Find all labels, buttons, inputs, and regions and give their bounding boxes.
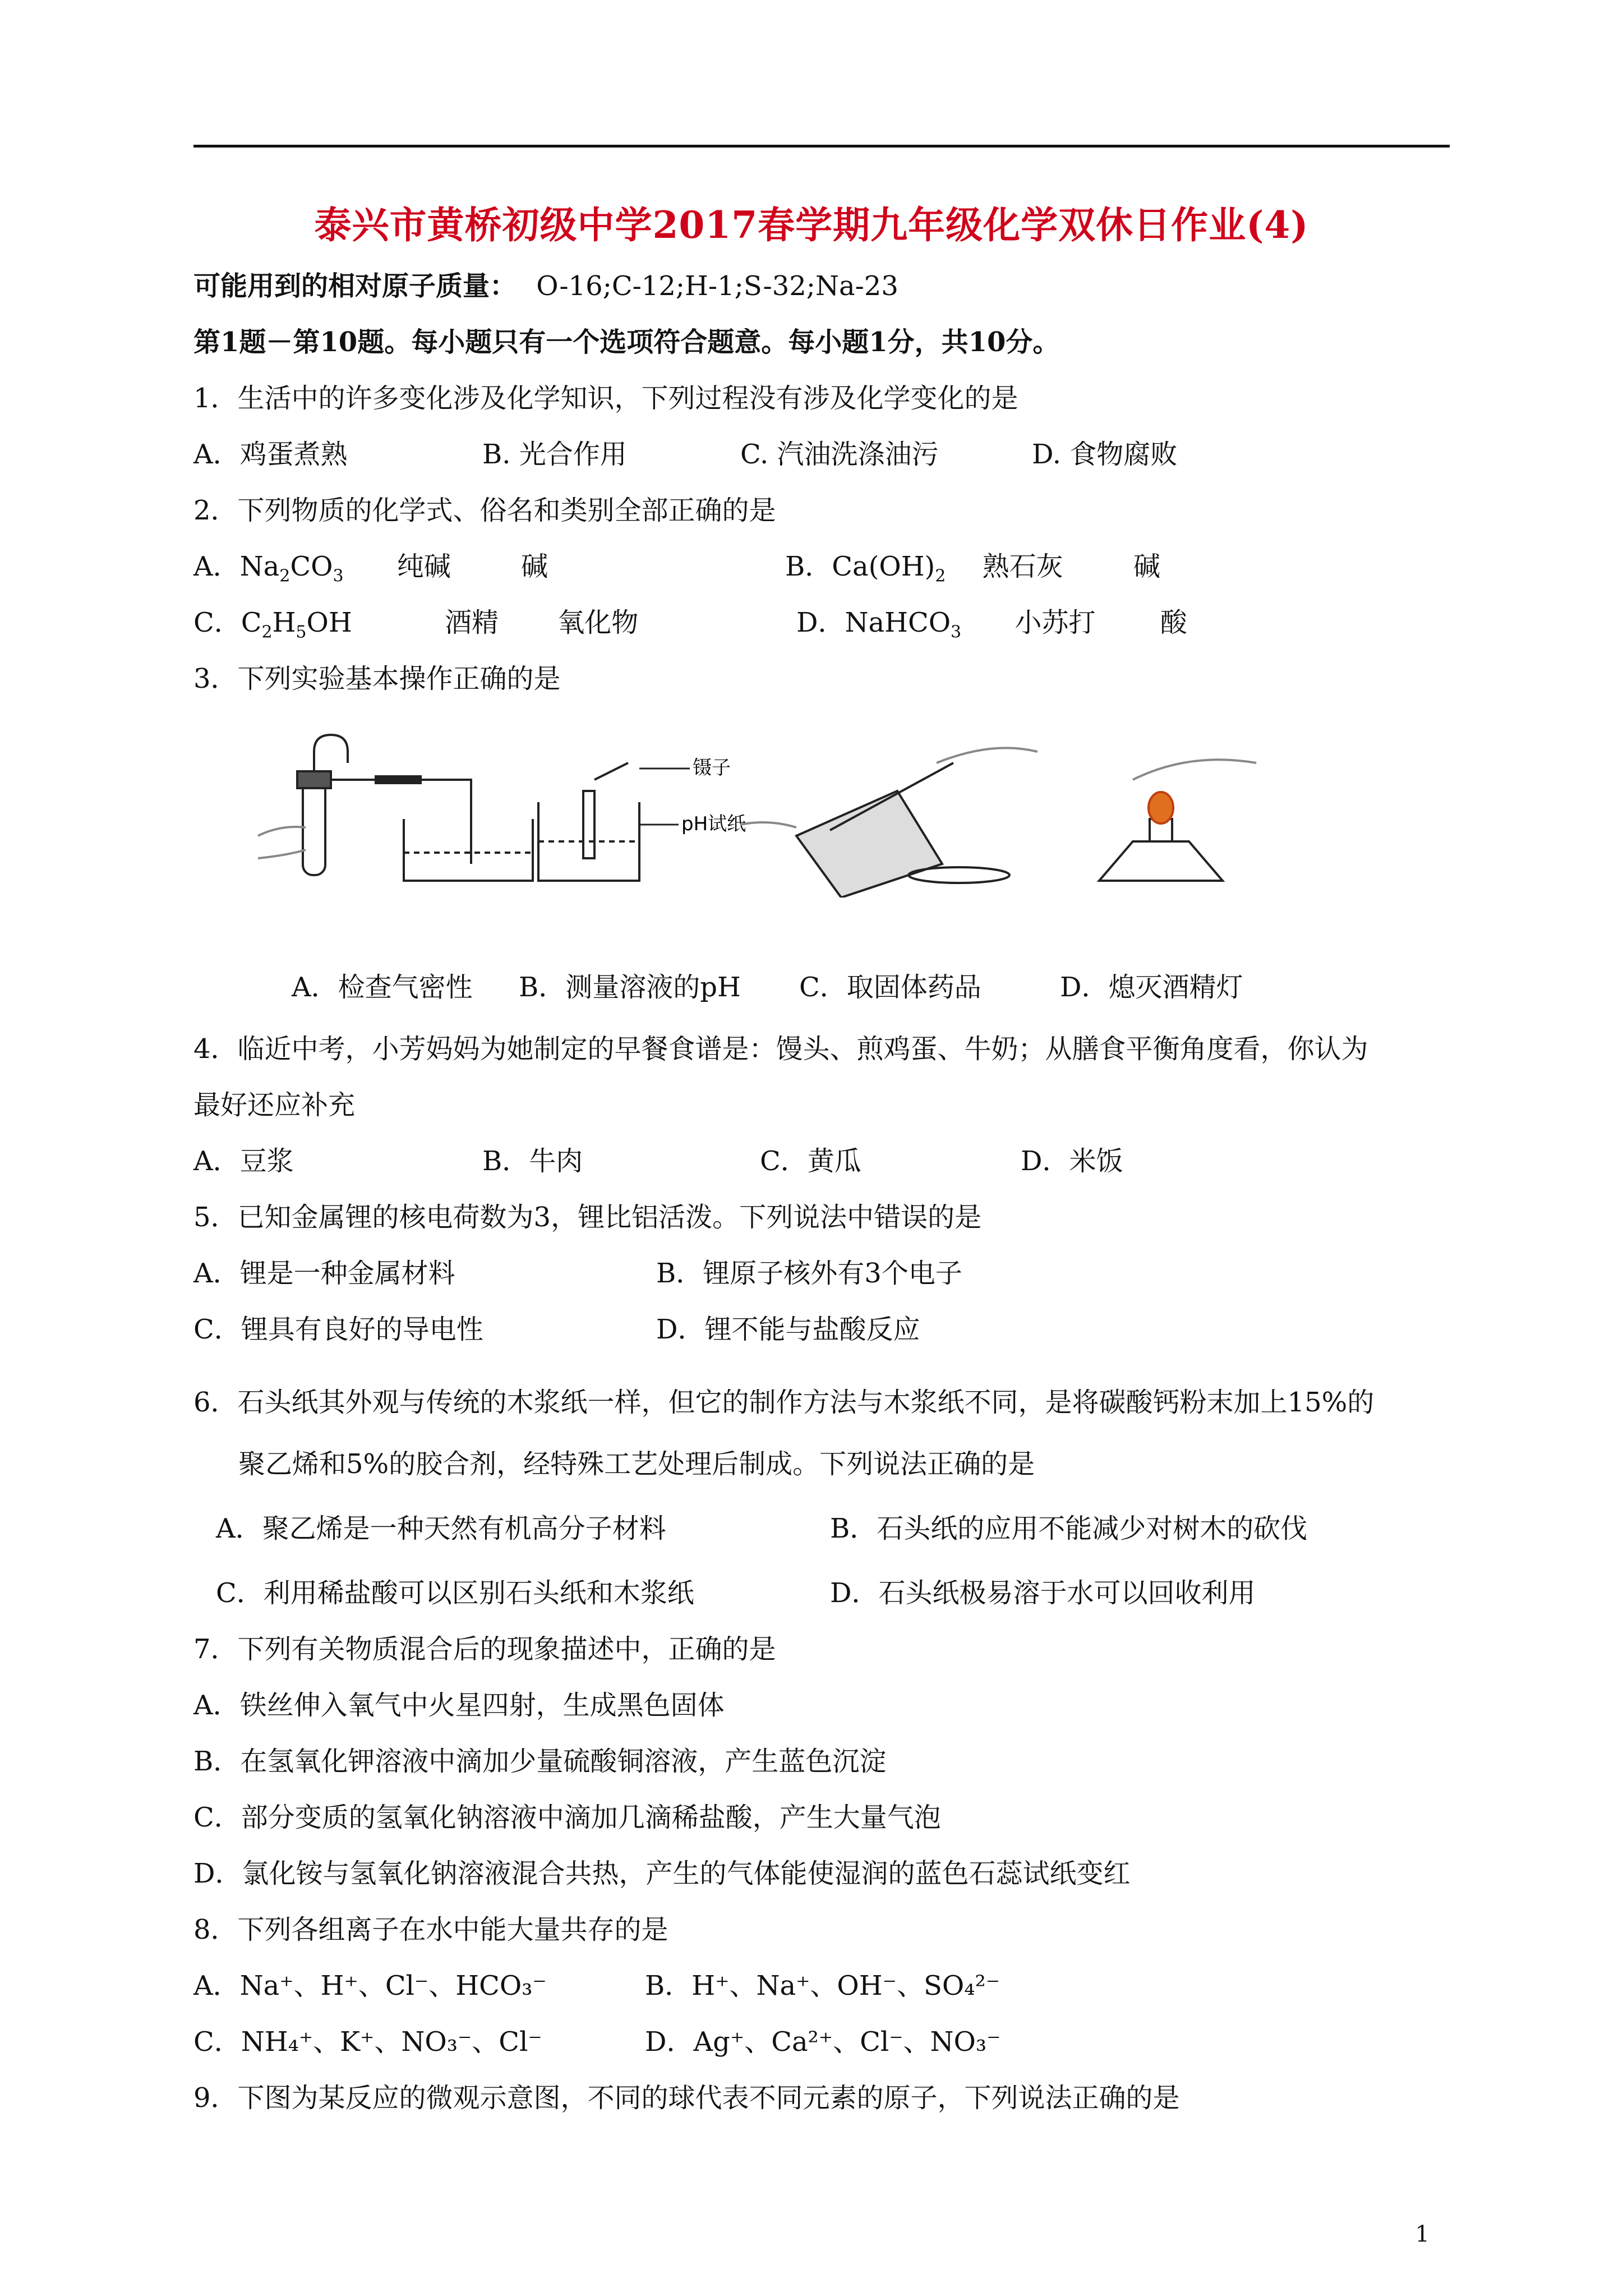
page-number: 1 [1415, 2221, 1430, 2247]
q6-option-b: B．石头纸的应用不能减少对树木的砍伐 [830, 1513, 1308, 1544]
q5-option-c: C．锂具有良好的导电性 [193, 1314, 483, 1345]
q8-option-a: A．Na⁺、H⁺、Cl⁻、HCO₃⁻ [193, 1970, 547, 2001]
q5-option-a: A．锂是一种金属材料 [193, 1258, 455, 1289]
question-8-stem: 8．下列各组离子在水中能大量共存的是 [193, 1914, 668, 1945]
q8-option-d: D．Ag⁺、Ca²⁺、Cl⁻、NO₃⁻ [645, 2026, 1001, 2058]
airtightness-check-illustration [258, 735, 533, 881]
q3-option-c: C．取固体药品 [799, 972, 981, 1003]
solid-reagent-illustration [740, 748, 1038, 898]
q2-option-a: A．$Na_2CO_3$ 纯碱 碱 [193, 551, 548, 586]
q8-option-c: C．NH₄⁺、K⁺、NO₃⁻、Cl⁻ [193, 2026, 542, 2058]
atomic-mass-label: 可能用到的相对原子质量： [193, 270, 517, 302]
atomic-mass-values: O-16;C-12;H-1;S-32;Na-23 [536, 270, 898, 302]
question-7-stem: 7．下列有关物质混合后的现象描述中，正确的是 [193, 1634, 776, 1665]
q5-option-d: D．锂不能与盐酸反应 [656, 1314, 920, 1345]
q7-option-b: B．在氢氧化钾溶液中滴加少量硫酸铜溶液，产生蓝色沉淀 [193, 1746, 887, 1777]
header-rule [193, 145, 1450, 148]
ph-measure-illustration [538, 763, 690, 881]
q1-option-a: A．鸡蛋煮熟 [193, 439, 348, 470]
question-5-stem: 5．已知金属锂的核电荷数为3，锂比铝活泼。下列说法中错误的是 [193, 1202, 982, 1233]
section-instruction: 第1题－第10题。每小题只有一个选项符合题意。每小题1分，共10分。 [193, 326, 1060, 358]
alcohol-lamp-illustration [1099, 760, 1256, 881]
question-6-stem-line1: 6．石头纸其外观与传统的木浆纸一样，但它的制作方法与木浆纸不同，是将碳酸钙粉末加上15%的 [193, 1387, 1375, 1418]
q7-option-a: A．铁丝伸入氧气中火星四射，生成黑色固体 [193, 1690, 725, 1721]
q1-option-d: D. 食物腐败 [1032, 439, 1178, 470]
q8-option-b: B．H⁺、Na⁺、OH⁻、SO₄²⁻ [645, 1970, 1000, 2001]
q7-option-d: D．氯化铵与氢氧化钠溶液混合共热，产生的气体能使湿润的蓝色石蕊试纸变红 [193, 1858, 1131, 1889]
question-2-stem: 2．下列物质的化学式、俗名和类别全部正确的是 [193, 495, 776, 526]
question-3-stem: 3．下列实验基本操作正确的是 [193, 663, 561, 694]
page-title: 泰兴市黄桥初级中学2017春学期九年级化学双休日作业(4) [314, 203, 1309, 247]
q7-option-c: C．部分变质的氢氧化钠溶液中滴加几滴稀盐酸，产生大量气泡 [193, 1802, 941, 1833]
q2-option-d: D．NaHCO$_3$ 小苏打 酸 [796, 607, 1187, 642]
q3-apparatus-figure [236, 729, 1273, 898]
q6-option-c: C．利用稀盐酸可以区别石头纸和木浆纸 [216, 1577, 694, 1609]
q6-option-a: A．聚乙烯是一种天然有机高分子材料 [216, 1513, 666, 1544]
ph-paper-label: pH试纸 [681, 813, 746, 835]
q2-option-c: C．$C_2H_5OH$ 酒精 氧化物 [193, 607, 639, 642]
q6-option-d: D．石头纸极易溶于水可以回收利用 [830, 1577, 1256, 1609]
q4-option-b: B．牛肉 [482, 1145, 583, 1177]
q1-option-b: B. 光合作用 [482, 439, 627, 470]
atomic-mass-line [193, 269, 898, 303]
q1-option-c: C. 汽油洗涤油污 [740, 439, 939, 470]
q3-option-b: B．测量溶液的pH [519, 972, 741, 1003]
q4-option-a: A．豆浆 [193, 1145, 294, 1177]
q4-option-c: C．黄瓜 [760, 1145, 861, 1177]
q3-option-d: D．熄灭酒精灯 [1060, 972, 1243, 1003]
question-4-stem-line1: 4．临近中考，小芳妈妈为她制定的早餐食谱是：馒头、煎鸡蛋、牛奶；从膳食平衡角度看，你认为 [193, 1033, 1368, 1065]
question-6-stem-line2: 聚乙烯和5%的胶合剂，经特殊工艺处理后制成。下列说法正确的是 [238, 1448, 1035, 1480]
question-9-stem: 9．下图为某反应的微观示意图，不同的球代表不同元素的原子，下列说法正确的是 [193, 2082, 1180, 2114]
question-1-stem: 1．生活中的许多变化涉及化学知识，下列过程没有涉及化学变化的是 [193, 383, 1018, 414]
q3-option-a: A．检查气密性 [292, 972, 473, 1003]
question-4-stem-line2: 最好还应补充 [193, 1089, 356, 1121]
q5-option-b: B．锂原子核外有3个电子 [656, 1258, 962, 1289]
tweezers-label: 镊子 [693, 757, 731, 779]
q4-option-d: D．米饭 [1021, 1145, 1123, 1177]
q2-option-b: B．$Ca(OH)_2$ 熟石灰 碱 [785, 551, 1160, 586]
